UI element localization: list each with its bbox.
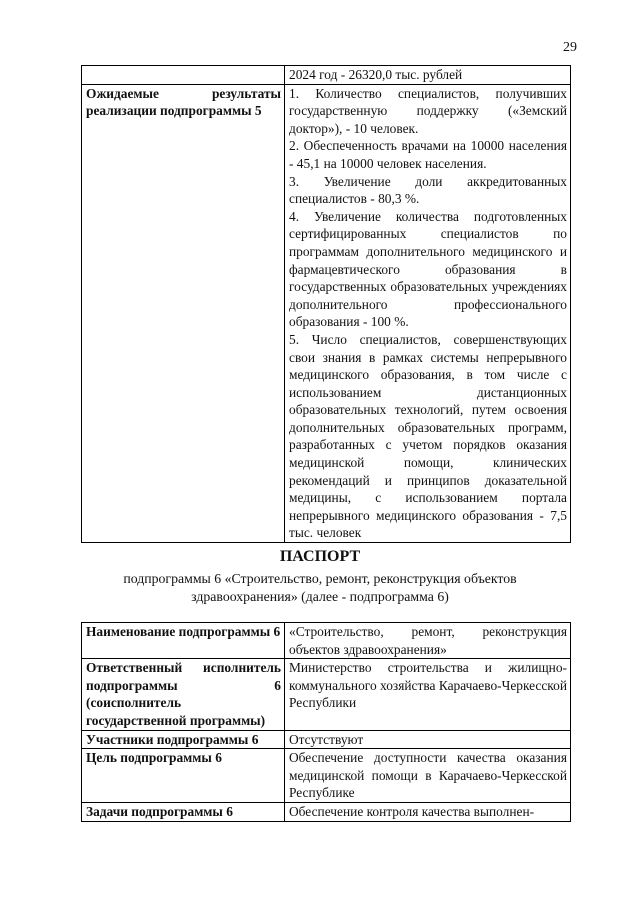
result-item: 5. Число специалистов, совершенствующих свои знания в рамках системы непрерывного медицинского образования, в том числе с использованием дистанционных образовательных технологий, путем освоения дополнительных образовательных программ, разработанных с учетом порядков оказания медицинской помощи, клинических рекомендаций и принципов доказательной медицины, с использованием портала непрерывного медицинского образования - 7,5 тыс. человек: [289, 331, 567, 541]
row-label: Задачи подпрограммы 6: [82, 802, 285, 821]
results-label: Ожидаемые результаты реализации подпрограммы 5: [82, 84, 285, 542]
table-row: [82, 802, 571, 821]
row-value: «Строительство, ремонт, реконструкция объектов здравоохранения»: [285, 623, 571, 659]
subprogram6-passport-table: [81, 622, 571, 822]
table-row: [82, 749, 571, 803]
result-item: 2. Обеспеченность врачами на 10000 населения - 45,1 на 10000 человек населения.: [289, 138, 567, 171]
subprogram5-table: [81, 65, 571, 543]
funding-cell: 2024 год - 26320,0 тыс. рублей: [285, 66, 571, 85]
passport-heading: [0, 548, 640, 606]
row-value: Министерство строительства и жилищно-коммунального хозяйства Карачаево-Черкесской Республики: [285, 659, 571, 730]
result-item: 3. Увеличение доли аккредитованных специалистов - 80,3 %.: [289, 173, 567, 207]
table-cell-empty: [82, 66, 285, 85]
row-label: Участники подпрограммы 6: [82, 730, 285, 749]
passport-subtitle: подпрограммы 6 «Строительство, ремонт, реконструкция объектов здравоохранения» (далее - подпрограмма 6): [123, 571, 517, 604]
row-label: Наименование подпрограммы 6: [82, 623, 285, 659]
table-row: [82, 66, 571, 85]
table-row: [82, 730, 571, 749]
row-label: Ответственный исполнитель подпрограммы 6 (соисполнитель государственной программы): [82, 659, 285, 730]
row-value: Обеспечение доступности качества оказания медицинской помощи в Карачаево-Черкесской Республике: [285, 749, 571, 803]
table-row: [82, 623, 571, 659]
table-row: [82, 659, 571, 730]
row-value: Отсутствуют: [285, 730, 571, 749]
row-label: Цель подпрограммы 6: [82, 749, 285, 803]
row-value: Обеспечение контроля качества выполнен-: [285, 802, 571, 821]
result-item: 1. Количество специалистов, получивших государственную поддержку («Земский доктор»), - 10 человек.: [289, 85, 567, 136]
result-item: 4. Увеличение количества подготовленных сертифицированных специалистов по программам дополнительного медицинского и фармацевтического образования в государственных образовательных учреждениях дополнительного профессионального образования - 100 %.: [289, 208, 567, 330]
passport-title: ПАСПОРТ: [279, 548, 361, 565]
table-row: [82, 84, 571, 542]
page-number: 29: [563, 40, 577, 55]
results-cell: [285, 84, 571, 542]
